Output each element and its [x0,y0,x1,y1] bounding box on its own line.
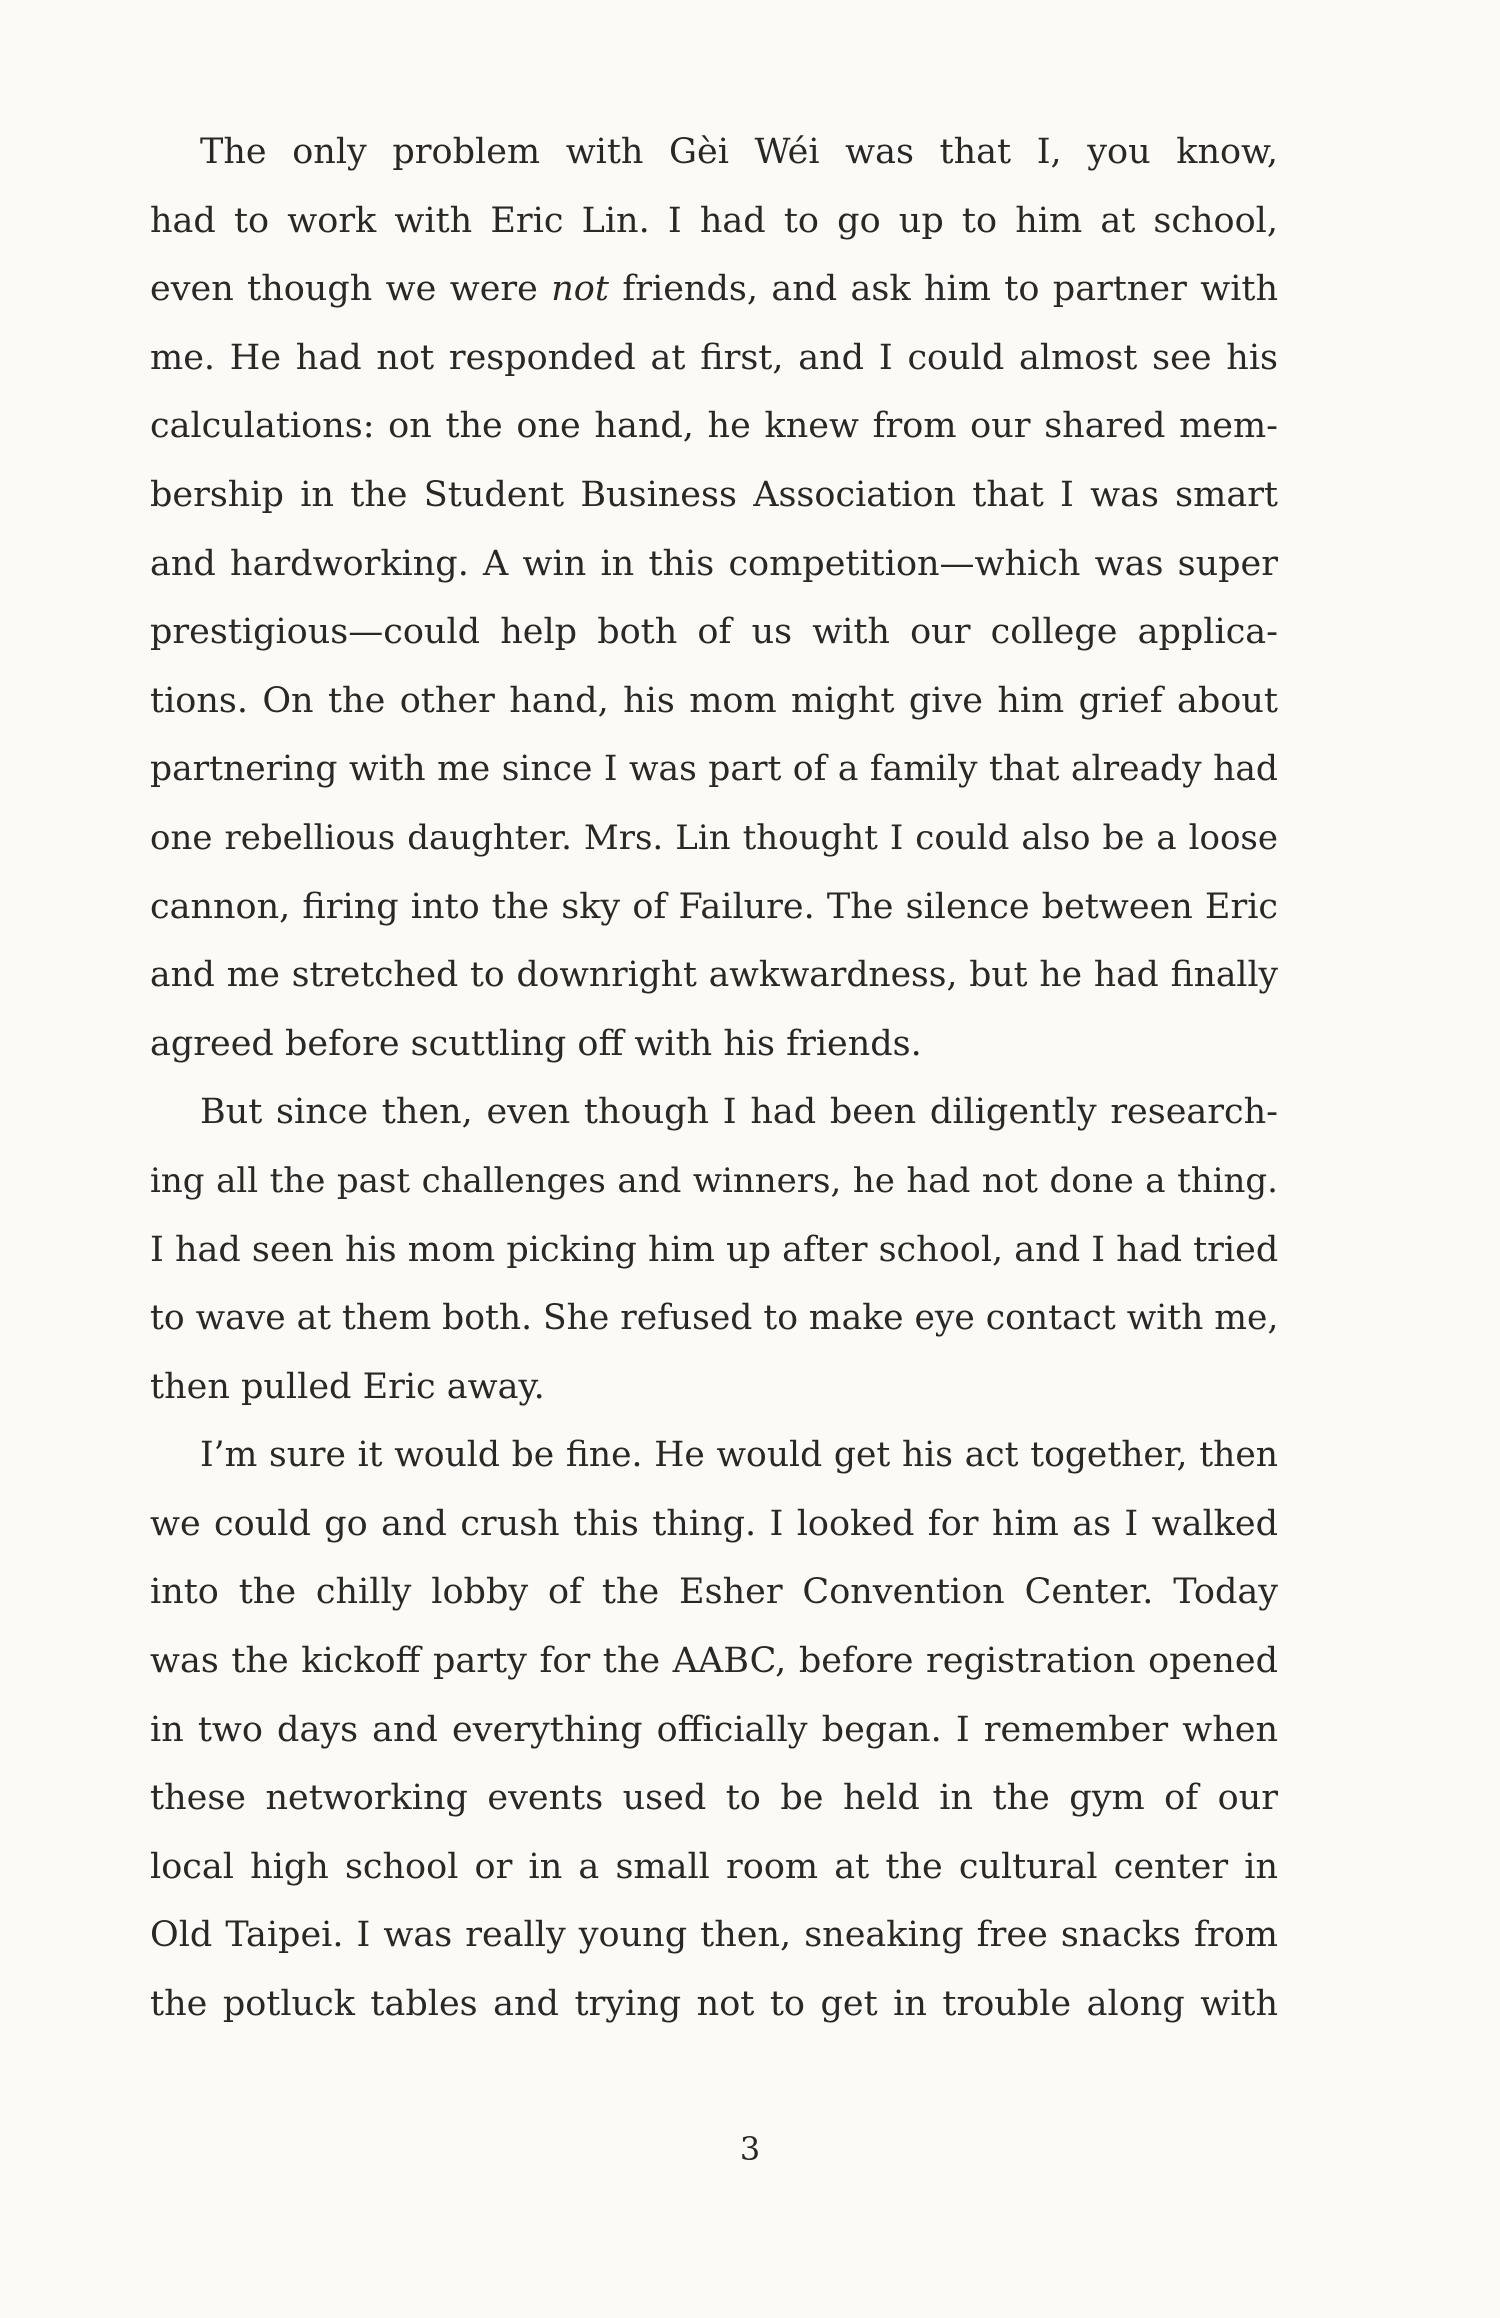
text-line: and hardworking. A win in this competition—which was super [150,543,1278,584]
text-line: ing all the past challenges and winners, he had not done a thing. [150,1160,1278,1201]
text-segment: even though we were [150,269,552,310]
text-line: bership in the Student Business Association that I was smart [150,474,1278,515]
text-line: Old Taipei. I was really young then, sneaking free snacks from [150,1915,1278,1956]
text-line: me. He had not responded at first, and I could almost see his [150,337,1278,378]
emphasized-word: not [551,269,609,310]
text-line: prestigious—could help both of us with our college applica- [150,612,1278,653]
text-line: then pulled Eric away. [150,1366,545,1407]
text-line: The only problem with Gèi Wéi was that I, you know, [200,132,1278,172]
text-segment: friends, and ask him to partner with [608,269,1278,310]
paragraph-1 [150,118,1278,1078]
text-line: into the chilly lobby of the Esher Convention Center. Today [150,1572,1278,1613]
page-number: 3 [739,2130,761,2168]
text-line: had to work with Eric Lin. I had to go up to him at school, [150,200,1278,241]
text-line: one rebellious daughter. Mrs. Lin thought I could also be a loose [150,817,1278,858]
text-line: the potluck tables and trying not to get in trouble along with [150,1984,1278,2025]
text-line: was the kickoff party for the AABC, before registration opened [150,1641,1278,1682]
text-line: tions. On the other hand, his mom might give him grief about [150,680,1278,721]
paragraph-3 [150,1421,1278,2038]
text-line: partnering with me since I was part of a family that already had [150,749,1278,790]
text-line: in two days and everything officially began. I remember when [150,1709,1278,1750]
text-line: these networking events used to be held in the gym of our [150,1778,1278,1819]
text-line: we could go and crush this thing. I looked for him as I walked [150,1503,1278,1544]
text-line: to wave at them both. She refused to make eye contact with me, [150,1298,1279,1339]
text-line: local high school or in a small room at the cultural center in [150,1846,1278,1887]
text-line [150,255,1278,324]
text-line: But since then, even though I had been diligently research- [200,1092,1278,1133]
text-line: agreed before scuttling off with his friends. [150,1023,922,1064]
paragraph-2 [150,1078,1278,1421]
text-line: I had seen his mom picking him up after school, and I had tried [150,1229,1279,1270]
text-line: calculations: on the one hand, he knew from our shared mem- [150,406,1278,447]
text-line: I’m sure it would be fine. He would get his act together, then [200,1435,1278,1476]
text-line: and me stretched to downright awkwardness, but he had finally [150,955,1278,996]
body-text [150,118,1278,2039]
text-line: cannon, firing into the sky of Failure. The silence between Eric [150,886,1278,927]
